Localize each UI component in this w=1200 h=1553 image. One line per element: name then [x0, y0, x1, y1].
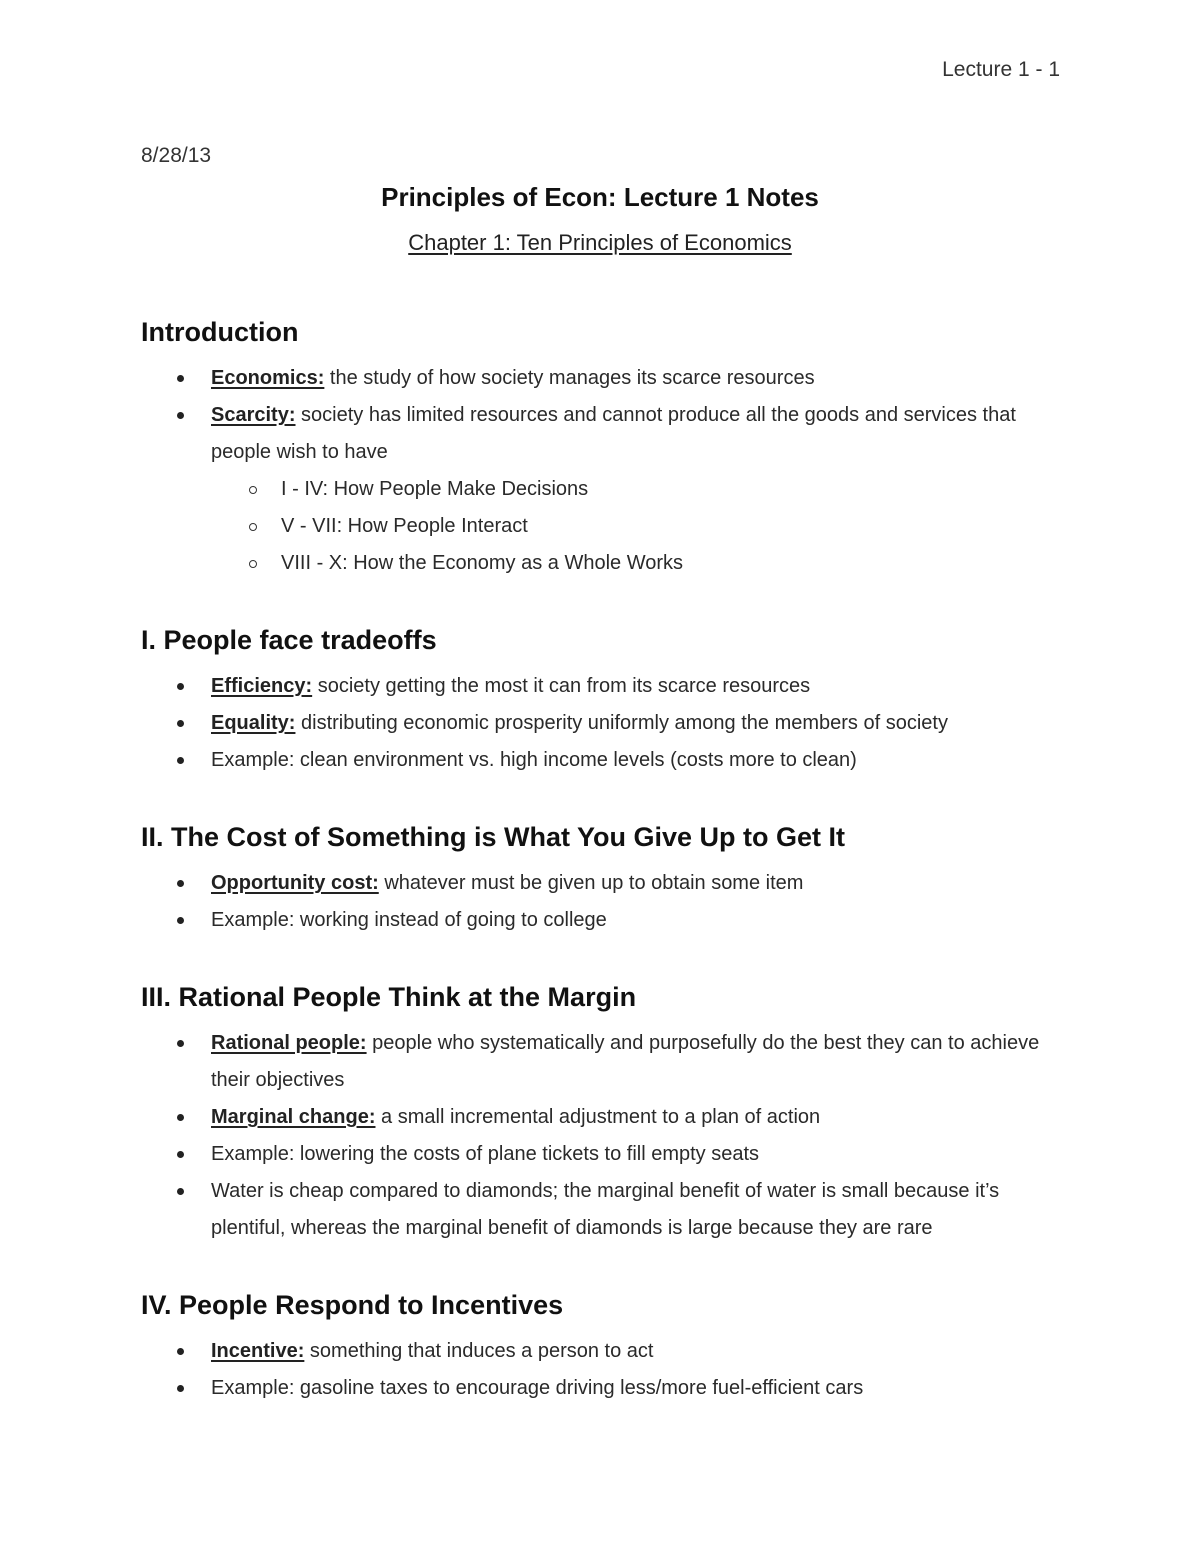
term-definition: the study of how society manages its scarce resources — [324, 367, 815, 389]
sub-item-text: VIII - X: How the Economy as a Whole Works — [281, 552, 683, 574]
section-heading: II. The Cost of Something is What You Give Up to Get It — [141, 822, 846, 852]
term-label: Scarcity: — [211, 404, 296, 426]
item-text: Example: clean environment vs. high income levels (costs more to clean) — [211, 749, 857, 771]
item-text: Example: gasoline taxes to encourage driving less/more fuel-efficient cars — [211, 1377, 864, 1399]
bullet-icon — [177, 683, 184, 690]
bullet-icon — [177, 757, 184, 764]
bullet-icon — [177, 412, 184, 419]
term-definition: whatever must be given up to obtain some item — [378, 872, 804, 894]
sub-list-item — [141, 545, 1061, 582]
section-opportunity-cost — [141, 817, 1061, 939]
term-definition: distributing economic prosperity uniformly among the members of society — [295, 712, 948, 734]
section-introduction — [141, 312, 1061, 582]
list-item — [141, 1333, 1061, 1370]
section-heading: Introduction — [141, 317, 299, 347]
section-heading: III. Rational People Think at the Margin — [141, 982, 637, 1012]
bullet-icon — [177, 1188, 184, 1195]
item-text: Example: lowering the costs of plane tickets to fill empty seats — [211, 1143, 760, 1165]
term-label: Marginal change: — [211, 1106, 376, 1128]
sub-item-text: I - IV: How People Make Decisions — [281, 478, 589, 500]
section-margin — [141, 977, 1061, 1247]
term-definition: society has limited resources and cannot produce all the goods and services that people wish to have — [211, 404, 1016, 463]
list-item — [141, 668, 1061, 705]
section-tradeoffs — [141, 620, 1061, 779]
term-label: Opportunity cost: — [211, 872, 379, 894]
list-item — [141, 397, 1061, 471]
bullet-icon — [177, 1114, 184, 1121]
bullet-icon — [177, 1040, 184, 1047]
bullet-list — [141, 360, 1061, 471]
bullet-icon — [177, 917, 184, 924]
sub-bullet-list — [141, 471, 1061, 582]
list-item — [141, 742, 1061, 779]
bullet-list — [141, 668, 1061, 779]
hollow-bullet-icon — [249, 560, 257, 568]
document-content — [141, 312, 1061, 1407]
bullet-icon — [177, 880, 184, 887]
section-incentives — [141, 1285, 1061, 1407]
section-heading: IV. People Respond to Incentives — [141, 1290, 564, 1320]
sub-list-item — [141, 471, 1061, 508]
term-definition: something that induces a person to act — [304, 1340, 654, 1362]
sub-list-item — [141, 508, 1061, 545]
bullet-icon — [177, 1385, 184, 1392]
section-heading: I. People face tradeoffs — [141, 625, 437, 655]
item-text: Water is cheap compared to diamonds; the marginal benefit of water is small because it’s plentiful, whereas the marginal benefit of diamonds is large because they are rare — [211, 1180, 1000, 1239]
sub-item-text: V - VII: How People Interact — [281, 515, 528, 537]
list-item — [141, 1370, 1061, 1407]
list-item — [141, 1173, 1061, 1247]
term-definition: a small incremental adjustment to a plan of action — [375, 1106, 821, 1128]
item-text: Example: working instead of going to college — [211, 909, 607, 931]
list-item — [141, 1099, 1061, 1136]
term-label: Economics: — [211, 367, 325, 389]
list-item — [141, 865, 1061, 902]
bullet-icon — [177, 375, 184, 382]
list-item — [141, 1025, 1061, 1099]
bullet-icon — [177, 1348, 184, 1355]
bullet-list — [141, 865, 1061, 939]
page-header-label: Lecture 1 - 1 — [942, 58, 1060, 81]
term-label: Equality: — [211, 712, 296, 734]
document-subtitle — [0, 230, 1200, 256]
subtitle-text: Chapter 1: Ten Principles of Economics — [408, 230, 792, 255]
list-item — [141, 705, 1061, 742]
term-definition: people who systematically and purposefully do the best they can to achieve their objectives — [211, 1032, 1040, 1091]
list-item — [141, 360, 1061, 397]
bullet-icon — [177, 1151, 184, 1158]
hollow-bullet-icon — [249, 523, 257, 531]
hollow-bullet-icon — [249, 486, 257, 494]
term-label: Efficiency: — [211, 675, 313, 697]
term-label: Rational people: — [211, 1032, 367, 1054]
bullet-icon — [177, 720, 184, 727]
document-title: Principles of Econ: Lecture 1 Notes — [381, 182, 819, 212]
list-item — [141, 902, 1061, 939]
term-definition: society getting the most it can from its scarce resources — [312, 675, 811, 697]
bullet-list — [141, 1025, 1061, 1247]
bullet-list — [141, 1333, 1061, 1407]
list-item — [141, 1136, 1061, 1173]
document-date: 8/28/13 — [141, 144, 212, 167]
term-label: Incentive: — [211, 1340, 305, 1362]
